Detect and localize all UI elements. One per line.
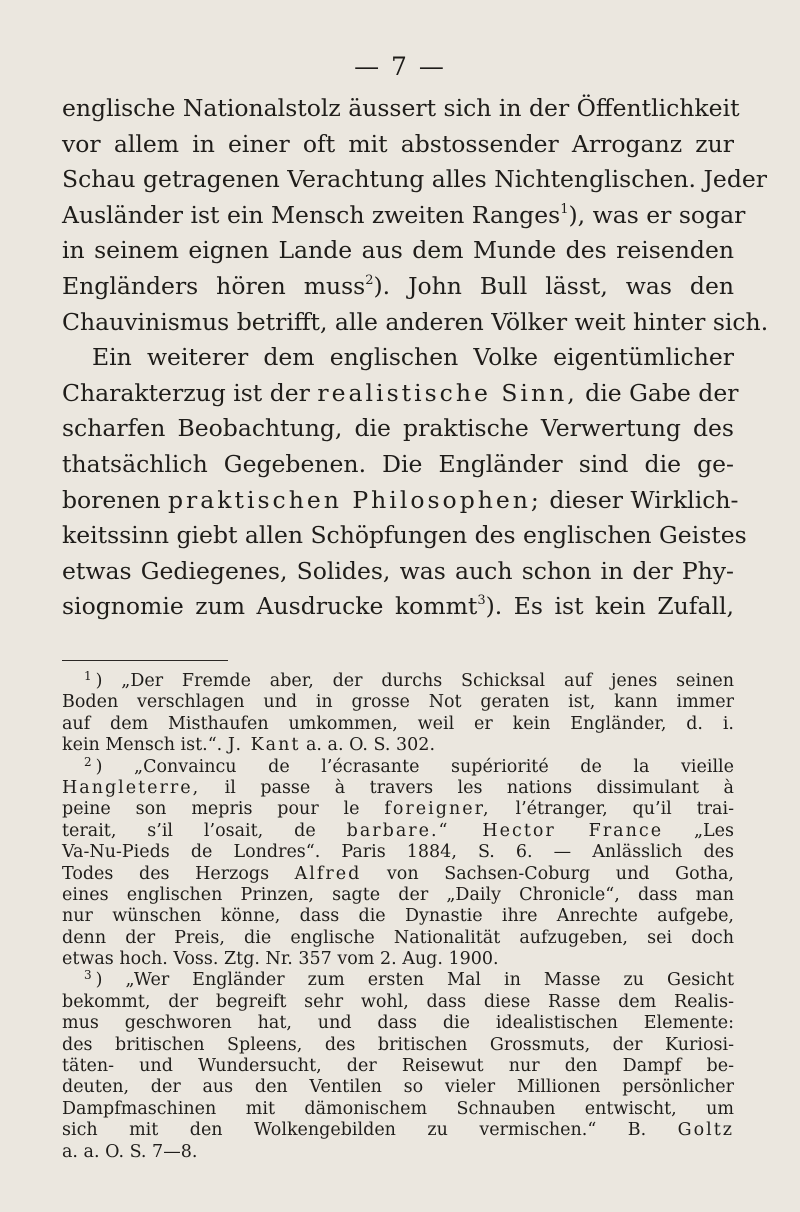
- footnote-line: [62, 970, 734, 991]
- footnote-line: bekommt, der begreift sehr wohl, dass diese Rasse dem Realis-: [62, 991, 734, 1012]
- text-segment: ). John Bull lässt, was den: [373, 271, 734, 300]
- footnote-line: [62, 735, 734, 756]
- footnote-marker-2: 2: [84, 754, 92, 769]
- text-segment: von Sachsen-Coburg und Gotha,: [386, 863, 734, 884]
- footnote-ref-2: 2: [365, 272, 374, 288]
- footnote-line: des britischen Spleens, des britischen Grossmuts, der Kuriosi-: [62, 1034, 734, 1055]
- text-segment: „Les: [693, 820, 735, 841]
- text-line: [62, 589, 734, 625]
- emphasis-text: praktischen Philosophen;: [168, 485, 542, 514]
- text-segment: die Gabe der: [585, 378, 739, 407]
- footnote-divider: [62, 660, 228, 661]
- footnote-line: Dampfmaschinen mit dämonischem Schnauben entwischt, um: [62, 1098, 734, 1119]
- text-segment: sich mit den Wolkengebilden zu vermischen.“ B.: [62, 1120, 647, 1141]
- text-line: in seinem eignen Lande aus dem Munde des reisenden: [62, 236, 734, 265]
- footnote-line: deuten, der aus den Ventilen so vieler Millionen persönlicher: [62, 1077, 734, 1098]
- text-line: englische Nationalstolz äussert sich in der Öffentlichkeit: [62, 94, 740, 122]
- footnote-ref-1: 1: [560, 201, 569, 217]
- footnote-line: täten- und Wundersucht, der Reisewut nur den Dampf be-: [62, 1056, 734, 1077]
- text-line: [62, 376, 739, 412]
- text-line: thatsächlich Gegebenen. Die Engländer sind die ge-: [62, 449, 734, 478]
- footnotes: [62, 671, 734, 1163]
- emphasis-text: J. Kant: [227, 735, 301, 756]
- text-segment: ). Es ist kein Zufall,: [485, 592, 734, 621]
- footnote-line: [62, 778, 734, 799]
- footnote-line: eines englischen Prinzen, sagte der „Daily Chronicle“, dass man: [62, 884, 734, 905]
- text-line: [62, 483, 739, 519]
- footnote-line: etwas hoch. Voss. Ztg. Nr. 357 vom 2. Aug. 1900.: [62, 949, 499, 970]
- footnote-line: a. a. O. S. 7—8.: [62, 1141, 198, 1162]
- emphasis-text: Alfred: [294, 863, 362, 884]
- text-segment: a. a. O. S. 302.: [305, 735, 436, 756]
- text-line: Schau getragenen Verachtung alles Nichtenglischen. Jeder: [62, 165, 767, 194]
- footnote-line: auf dem Misthaufen umkommen, weil er kein Engländer, d. i.: [62, 713, 734, 734]
- text-segment: Todes des Herzogs: [62, 863, 270, 884]
- text-segment: terait, s’il l’osait, de: [62, 820, 316, 841]
- footnote-line: denn der Preis, die englische Nationalität aufzugeben, sei doch: [62, 927, 734, 948]
- text-line: vor allem in einer oft mit abstossender Arroganz zur: [62, 129, 734, 158]
- emphasis-text: Hangleterre,: [62, 777, 201, 798]
- text-segment: ) „Wer Engländer zum ersten Mal in Masse zu Gesicht: [95, 970, 734, 991]
- text-segment: ) „Convaincu de l’écrasante supériorité de la vieille: [95, 756, 734, 777]
- text-line: scharfen Beobachtung, die praktische Verwertung des: [62, 414, 734, 443]
- text-segment: ) „Der Fremde aber, der durchs Schicksal auf jenes seinen: [95, 671, 734, 691]
- text-segment: Engländers hören muss: [62, 271, 366, 300]
- footnote-line: [62, 671, 734, 692]
- text-segment: il passe à travers les nations dissimulant à: [224, 777, 734, 798]
- text-line: etwas Gediegenes, Solides, was auch schon in der Phy-: [62, 556, 734, 585]
- text-segment: Charakterzug ist der: [62, 378, 310, 407]
- text-line: [62, 198, 746, 234]
- footnote-line: [62, 754, 734, 778]
- footnote-line: mus geschworen hat, und dass die idealistischen Elemente:: [62, 1013, 734, 1034]
- footnote-ref-3: 3: [477, 593, 486, 609]
- footnote-line: [62, 1120, 734, 1141]
- text-segment: ), was er sogar: [568, 200, 746, 229]
- emphasis-text: barbare.“ Hector France: [346, 820, 664, 841]
- emphasis-text: foreigner,: [384, 799, 491, 820]
- footnote-line: [62, 821, 734, 842]
- text-line: Chauvinismus betrifft, alle anderen Völker weit hinter sich.: [62, 307, 769, 336]
- text-segment: l’étranger, qu’il trai-: [515, 799, 734, 820]
- page-number: — 7 —: [354, 52, 446, 81]
- footnote-line: Va-Nu-Pieds de Londres“. Paris 1884, S. 6. — Anlässlich des: [62, 842, 734, 863]
- footnote-marker-3: 3: [84, 968, 92, 983]
- footnote-line: nur wünschen könne, dass die Dynastie ihre Anrechte aufgebe,: [62, 906, 734, 927]
- text-line: keitssinn giebt allen Schöpfungen des englischen Geistes: [62, 521, 747, 550]
- text-segment: siognomie zum Ausdrucke kommt: [62, 592, 478, 621]
- text-segment: dieser Wirklich-: [549, 485, 739, 514]
- text-line: Ein weiterer dem englischen Volke eigentümlicher: [92, 343, 734, 372]
- text-segment: borenen: [62, 485, 161, 514]
- footnote-marker-1: 1: [84, 669, 92, 683]
- emphasis-text: Goltz: [677, 1120, 734, 1141]
- footnote-line: Boden verschlagen und in grosse Not geraten ist, kann immer: [62, 692, 734, 713]
- footnote-line: [62, 864, 734, 885]
- footnote-line: [62, 799, 734, 820]
- text-segment: kein Mensch ist.“.: [62, 735, 223, 756]
- text-segment: Ausländer ist ein Mensch zweiten Ranges: [62, 200, 561, 229]
- main-text: [62, 91, 769, 625]
- text-segment: peine son mepris pour le: [62, 799, 360, 820]
- text-line: [62, 269, 734, 305]
- emphasis-text: realistische Sinn,: [317, 378, 578, 407]
